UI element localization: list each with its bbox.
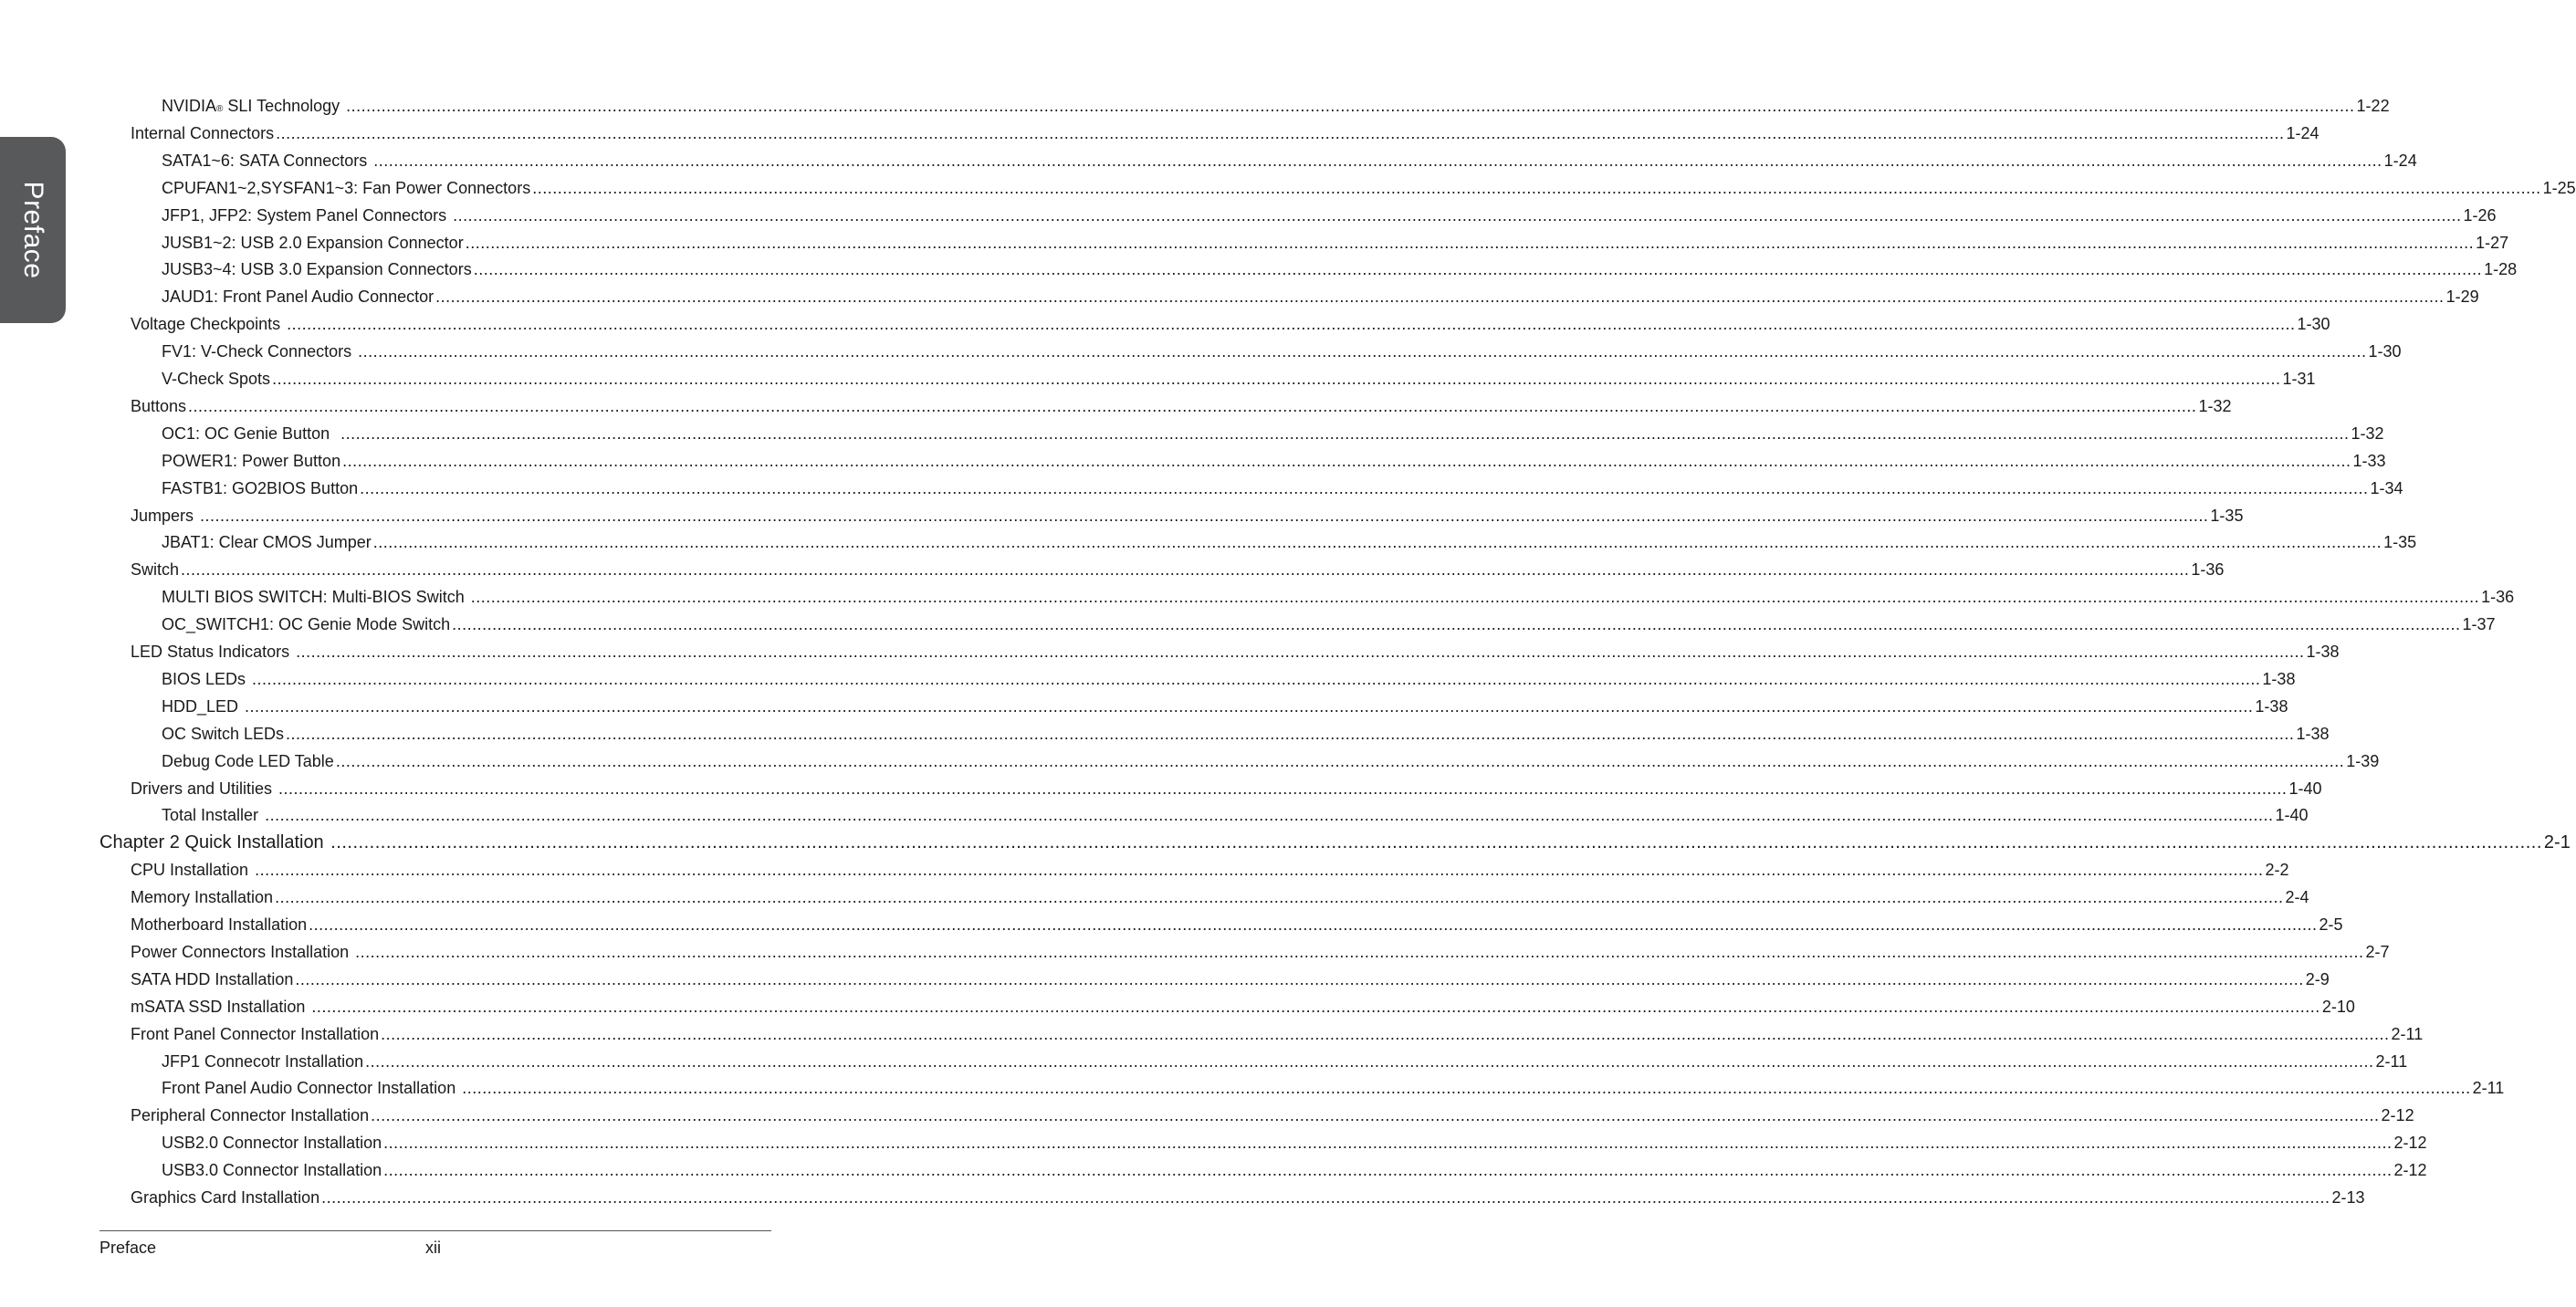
dot-leader: ................................................................................................................................................................................................................................................................................................................................................................................................................: [383, 1161, 2393, 1179]
toc-entry-page: 1-35: [2210, 507, 2244, 525]
toc-entry-page: 1-40: [2275, 806, 2309, 824]
dot-leader: ................................................................................................................................................................................................................................................................................................................................................................................................................: [335, 752, 2345, 770]
toc-entry-page: 2-2: [2265, 861, 2289, 879]
toc-entry-page: 1-36: [2481, 588, 2515, 606]
toc-entry[interactable]: [131, 859, 2289, 881]
toc-entry-page: 2-12: [2381, 1106, 2414, 1124]
toc-entry-page: 2-1: [2543, 832, 2571, 852]
toc-entry-title: JFP1 Connecotr Installation: [162, 1052, 364, 1071]
toc-entry[interactable]: [162, 804, 2309, 826]
dot-leader: ................................................................................................................................................................................................................................................................................................................................................................................................................: [360, 479, 2369, 497]
toc-entry-title-cont: SLI Technology: [223, 97, 345, 115]
dot-leader: ................................................................................................................................................................................................................................................................................................................................................................................................................: [470, 588, 2480, 606]
toc-entry-page: 2-11: [2391, 1025, 2424, 1043]
toc-entry-page: 1-25: [2542, 179, 2576, 197]
toc-entry-title: Buttons: [131, 397, 187, 415]
toc-entry-title: Debug Code LED Table: [162, 752, 334, 770]
dot-leader: ................................................................................................................................................................................................................................................................................................................................................................................................................: [296, 643, 2305, 661]
dot-leader: ................................................................................................................................................................................................................................................................................................................................................................................................................: [255, 861, 2264, 879]
toc-entry[interactable]: [162, 477, 2403, 499]
toc-entry-page: 1-32: [2198, 397, 2232, 415]
dot-leader: ................................................................................................................................................................................................................................................................................................................................................................................................................: [355, 943, 2364, 961]
dot-leader: ................................................................................................................................................................................................................................................................................................................................................................................................................: [371, 1106, 2380, 1124]
toc-entry[interactable]: [162, 232, 2509, 254]
toc-entry-page: 1-27: [2476, 234, 2509, 252]
toc-entry-page: 2-10: [2321, 998, 2355, 1016]
dot-leader: ................................................................................................................................................................................................................................................................................................................................................................................................................: [252, 670, 2261, 688]
toc-entry-title: mSATA SSD Installation: [131, 998, 310, 1016]
toc-entry-page: 2-9: [2305, 970, 2330, 988]
toc-entry[interactable]: [162, 204, 2497, 226]
toc-entry-title: JBAT1: Clear CMOS Jumper: [162, 533, 372, 551]
toc-entry-page: 1-29: [2445, 288, 2479, 306]
toc-entry-title: JAUD1: Front Panel Audio Connector: [162, 288, 435, 306]
toc-entry-page: 2-12: [2393, 1161, 2427, 1179]
dot-leader: ................................................................................................................................................................................................................................................................................................................................................................................................................: [342, 452, 2351, 470]
toc-entry-title: Total Installer: [162, 806, 264, 824]
toc-entry[interactable]: [162, 695, 2288, 717]
dot-leader: ................................................................................................................................................................................................................................................................................................................................................................................................................: [321, 1188, 2330, 1207]
toc-entry[interactable]: NVIDIA ® SLI Technology ................................................................................................................................................................................................................................................................................................................................................................................................................ 1-22: [162, 97, 2390, 115]
toc-entry-title: HDD_LED: [162, 697, 244, 716]
toc-entry-title: OC_SWITCH1: OC Genie Mode Switch: [162, 615, 451, 633]
dot-leader: ................................................................................................................................................................................................................................................................................................................................................................................................................: [286, 725, 2295, 743]
dot-leader: ................................................................................................................................................................................................................................................................................................................................................................................................................: [365, 1052, 2374, 1071]
toc-entry-page: 1-38: [2262, 670, 2296, 688]
dot-leader: ................................................................................................................................................................................................................................................................................................................................................................................................................: [452, 615, 2461, 633]
toc-entry-title: Peripheral Connector Installation: [131, 1106, 370, 1124]
toc-entry[interactable]: [131, 313, 2330, 335]
toc-entry-page: 1-38: [2306, 643, 2340, 661]
toc-entry[interactable]: [162, 613, 2496, 635]
dot-leader: ................................................................................................................................................................................................................................................................................................................................................................................................................: [340, 424, 2350, 443]
toc-entry-title: Front Panel Connector Installation: [131, 1025, 380, 1043]
toc-entry-title: Jumpers: [131, 507, 199, 525]
toc-entry[interactable]: [162, 1159, 2427, 1181]
dot-leader: ................................................................................................................................................................................................................................................................................................................................................................................................................: [532, 179, 2541, 197]
toc-entry-title: CPUFAN1~2,SYSFAN1~3: Fan Power Connectors: [162, 179, 531, 197]
dot-leader: ................................................................................................................................................................................................................................................................................................................................................................................................................: [272, 370, 2281, 388]
dot-leader: ................................................................................................................................................................................................................................................................................................................................................................................................................: [309, 915, 2318, 934]
toc-entry[interactable]: [131, 778, 2322, 800]
toc-entry[interactable]: [162, 668, 2296, 690]
toc-entry[interactable]: [162, 150, 2417, 172]
toc-entry[interactable]: [131, 122, 2319, 144]
toc-entry-page: 1-33: [2352, 452, 2386, 470]
dot-leader: ................................................................................................................................................................................................................................................................................................................................................................................................................: [383, 1134, 2393, 1152]
dot-leader: ................................................................................................................................................................................................................................................................................................................................................................................................................: [275, 888, 2284, 906]
toc-entry[interactable]: [131, 641, 2340, 663]
toc-entry[interactable]: [131, 914, 2343, 936]
footer-section-title: Preface: [99, 1239, 157, 1257]
toc-entry-page: 2-12: [2393, 1134, 2427, 1152]
toc-entry-title: V-Check Spots: [162, 370, 271, 388]
toc-entry-page: 1-26: [2463, 206, 2497, 225]
toc-entry[interactable]: [162, 450, 2386, 472]
toc-entry[interactable]: [131, 941, 2390, 963]
toc-entry-title: SATA1~6: SATA Connectors: [162, 152, 372, 170]
toc-entry-page: 1-39: [2346, 752, 2380, 770]
toc-entry-title: Internal Connectors: [131, 124, 275, 142]
toc-entry-title: Power Connectors Installation: [131, 943, 354, 961]
dot-leader: ................................................................................................................................................................................................................................................................................................................................................................................................................: [372, 533, 2382, 551]
toc-entry[interactable]: [131, 559, 2225, 580]
toc-entry-title: BIOS LEDs: [162, 670, 251, 688]
dot-leader: ................................................................................................................................................................................................................................................................................................................................................................................................................: [462, 1079, 2471, 1097]
toc-entry-page: 1-22: [2356, 97, 2390, 115]
toc-entry-title: USB2.0 Connector Installation: [162, 1134, 382, 1152]
dot-leader: ................................................................................................................................................................................................................................................................................................................................................................................................................: [200, 507, 2209, 525]
toc-entry-title: USB3.0 Connector Installation: [162, 1161, 382, 1179]
dot-leader: ................................................................................................................................................................................................................................................................................................................................................................................................................: [465, 234, 2475, 252]
toc-entry-page: 1-24: [2383, 152, 2417, 170]
toc-entry[interactable]: [131, 1023, 2424, 1045]
toc-entry-title: NVIDIA: [162, 97, 217, 115]
toc-entry[interactable]: [162, 586, 2515, 608]
toc-entry-title: OC Switch LEDs: [162, 725, 285, 743]
toc-entry-page: 1-28: [2484, 260, 2518, 278]
dot-leader: ................................................................................................................................................................................................................................................................................................................................................................................................................: [276, 124, 2285, 142]
dot-leader: ................................................................................................................................................................................................................................................................................................................................................................................................................: [453, 206, 2462, 225]
footer-page-number: xii: [425, 1239, 441, 1257]
toc-entry-title: JFP1, JFP2: System Panel Connectors: [162, 206, 452, 225]
toc-entry-page: 2-13: [2331, 1188, 2365, 1207]
dot-leader: ................................................................................................................................................................................................................................................................................................................................................................................................................: [278, 779, 2288, 798]
toc-entry-page: 1-38: [2255, 697, 2288, 716]
dot-leader: ................................................................................................................................................................................................................................................................................................................................................................................................................: [435, 288, 2445, 306]
toc-entry[interactable]: [131, 1104, 2414, 1126]
toc-chapter-entry[interactable]: [99, 831, 2571, 853]
toc-entry[interactable]: [131, 1187, 2365, 1208]
toc-entry-title: Switch: [131, 560, 180, 579]
toc-entry-page: 1-38: [2296, 725, 2330, 743]
toc-entry[interactable]: [162, 177, 2576, 199]
toc-entry-page: 1-30: [2368, 342, 2402, 361]
toc-entry-title: Drivers and Utilities: [131, 779, 277, 798]
dot-leader: ................................................................................................................................................................................................................................................................................................................................................................................................................: [265, 806, 2274, 824]
toc-entry-title: CPU Installation: [131, 861, 254, 879]
toc-entry-title: MULTI BIOS SWITCH: Multi-BIOS Switch: [162, 588, 469, 606]
dot-leader: ................................................................................................................................................................................................................................................................................................................................................................................................................: [181, 560, 2190, 579]
toc-entry-page: 1-30: [2297, 315, 2330, 333]
toc-entry-page: 2-11: [2472, 1079, 2505, 1097]
toc-entry-page: 2-11: [2375, 1052, 2408, 1071]
toc-entry-title: Motherboard Installation: [131, 915, 308, 934]
toc-entry[interactable]: [162, 750, 2380, 772]
toc-entry-title: Chapter 2 Quick Installation: [99, 832, 330, 852]
toc-entry-title: Front Panel Audio Connector Installation: [162, 1079, 461, 1097]
toc-entry-page: 1-36: [2191, 560, 2225, 579]
toc-entry-page: 1-31: [2282, 370, 2316, 388]
dot-leader: ................................................................................................................................................................................................................................................................................................................................................................................................................: [245, 697, 2254, 716]
toc-entry[interactable]: [162, 1132, 2427, 1154]
toc-entry-title: OC1: OC Genie Button: [162, 424, 340, 443]
toc-entry[interactable]: [131, 886, 2309, 908]
toc-entry-page: 1-37: [2462, 615, 2496, 633]
toc-entry-title: Graphics Card Installation: [131, 1188, 320, 1207]
toc-entry[interactable]: [162, 340, 2402, 362]
toc-entry-title: SATA HDD Installation: [131, 970, 294, 988]
toc-entry-page: 1-35: [2383, 533, 2417, 551]
toc-entry-title: FV1: V-Check Connectors: [162, 342, 357, 361]
dot-leader: ................................................................................................................................................................................................................................................................................................................................................................................................................: [188, 397, 2197, 415]
toc-entry-title: Memory Installation: [131, 888, 274, 906]
toc-entry[interactable]: [131, 505, 2244, 527]
dot-leader: ................................................................................................................................................................................................................................................................................................................................................................................................................: [330, 832, 2542, 852]
footer-divider: [99, 1230, 771, 1231]
toc-entry[interactable]: [162, 258, 2518, 280]
side-tab-label: Preface: [18, 181, 48, 279]
toc-entry-page: 1-32: [2351, 424, 2384, 443]
toc-entry[interactable]: [162, 1077, 2505, 1099]
dot-leader: ................................................................................................................................................................................................................................................................................................................................................................................................................: [346, 97, 2355, 115]
dot-leader: ................................................................................................................................................................................................................................................................................................................................................................................................................: [373, 152, 2382, 170]
toc-entry-page: 2-4: [2285, 888, 2309, 906]
toc-entry[interactable]: [162, 423, 2384, 444]
toc-entry-page: 1-24: [2286, 124, 2319, 142]
dot-leader: ................................................................................................................................................................................................................................................................................................................................................................................................................: [358, 342, 2367, 361]
toc-entry-title: POWER1: Power Button: [162, 452, 341, 470]
dot-leader: ................................................................................................................................................................................................................................................................................................................................................................................................................: [311, 998, 2320, 1016]
toc-entry[interactable]: [131, 395, 2232, 417]
toc-entry-page: 1-34: [2370, 479, 2403, 497]
toc-entry-page: 1-40: [2288, 779, 2322, 798]
dot-leader: ................................................................................................................................................................................................................................................................................................................................................................................................................: [287, 315, 2296, 333]
toc-entry[interactable]: [131, 968, 2330, 990]
side-tab: [0, 137, 66, 323]
toc-entry-title: JUSB1~2: USB 2.0 Expansion Connector: [162, 234, 464, 252]
toc-entry[interactable]: [162, 368, 2316, 390]
toc-entry-page: 2-7: [2365, 943, 2390, 961]
dot-leader: ................................................................................................................................................................................................................................................................................................................................................................................................................: [473, 260, 2483, 278]
toc-entry-title: FASTB1: GO2BIOS Button: [162, 479, 359, 497]
toc-entry-title: LED Status Indicators: [131, 643, 295, 661]
toc-entry[interactable]: [162, 286, 2479, 308]
toc-entry[interactable]: [131, 996, 2355, 1018]
toc-entry[interactable]: [162, 1051, 2408, 1072]
dot-leader: ................................................................................................................................................................................................................................................................................................................................................................................................................: [295, 970, 2304, 988]
toc-entry-title: JUSB3~4: USB 3.0 Expansion Connectors: [162, 260, 472, 278]
dot-leader: ................................................................................................................................................................................................................................................................................................................................................................................................................: [381, 1025, 2390, 1043]
toc-entry-title: Voltage Checkpoints: [131, 315, 286, 333]
toc-entry-page: 2-5: [2319, 915, 2343, 934]
toc-entry[interactable]: [162, 531, 2417, 553]
toc-entry[interactable]: [162, 723, 2330, 745]
